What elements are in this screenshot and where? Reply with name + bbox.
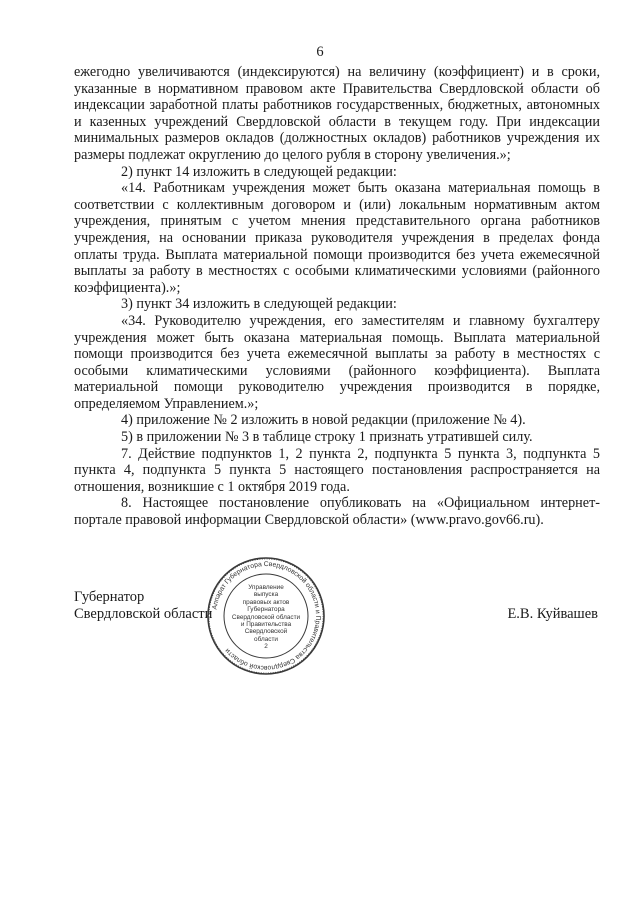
signatory-title	[74, 589, 212, 623]
signatory-title-line1: Губернатор	[74, 589, 145, 605]
paragraph-continuation: ежегодно увеличиваются (индексируются) на величину (коэффициент) и в сроки, указанные в нормативном правовом акте Правительства Свердловской области об индексации заработной платы работников государственных, бюджетных, автономных и казенных учреждений Свердловской области в текущем году. При индексации минимальных размеров окладов (должностных окладов) работников учреждения их размеры подлежат округлению до целого рубля в сторону увеличения.»;	[74, 64, 600, 163]
seal-ring-text: Аппарат Губернатора Свердловской области и Правительства Свердловской области	[211, 560, 322, 672]
paragraph-item-2: 2) пункт 14 изложить в следующей редакции:	[121, 163, 397, 180]
signature-block	[74, 589, 600, 669]
signatory-name: Е.В. Куйвашев	[507, 606, 598, 622]
paragraph-clause-14: «14. Работникам учреждения может быть оказана материальная помощь в соответствии с коллективным договором и (или) локальным нормативным актом учреждения, принятым с учетом мнения представительного органа работников учреждения, на основании приказа руководителя учреждения в пределах фонда оплаты труда. Выплата материальной помощи производится без учета ежемесячной выплаты за работу в местностях с особыми климатическими условиями (районного коэффициента).»;	[74, 180, 600, 296]
official-seal	[206, 556, 326, 676]
paragraph-item-3: 3) пункт 34 изложить в следующей редакции:	[121, 296, 397, 313]
seal-center-text: Управление выпуска правовых актов Губернатора Свердловской области и Правительства Свердловской области 2	[231, 584, 301, 651]
signatory-title-line2: Свердловской области	[74, 606, 213, 622]
page-number: 6	[316, 44, 324, 60]
paragraph-item-4: 4) приложение № 2 изложить в новой редакции (приложение № 4).	[121, 412, 526, 429]
paragraph-point-8: 8. Настоящее постановление опубликовать на «Официальном интернет-портале правовой информации Свердловской области» (www.pravo.gov66.ru).	[74, 495, 600, 529]
document-body	[74, 64, 600, 529]
paragraph-point-7: 7. Действие подпунктов 1, 2 пункта 2, подпункта 5 пункта 3, подпункта 5 пункта 4, подпункта 5 пункта 5 настоящего постановления распространяется на отношения, возникшие с 1 октября 2019 года.	[74, 445, 600, 495]
paragraph-clause-34: «34. Руководителю учреждения, его заместителям и главному бухгалтеру учреждения может быть оказана материальная помощь. Выплата материальной помощи производится без учета ежемесячной выплаты за работу в местностях с особыми климатическими условиями (районного коэффициента). Выплата материальной помощи руководителю учреждения производится в порядке, определяемом Управлением.»;	[74, 312, 600, 412]
paragraph-item-5: 5) в приложении № 3 в таблице строку 1 признать утратившей силу.	[121, 429, 533, 446]
